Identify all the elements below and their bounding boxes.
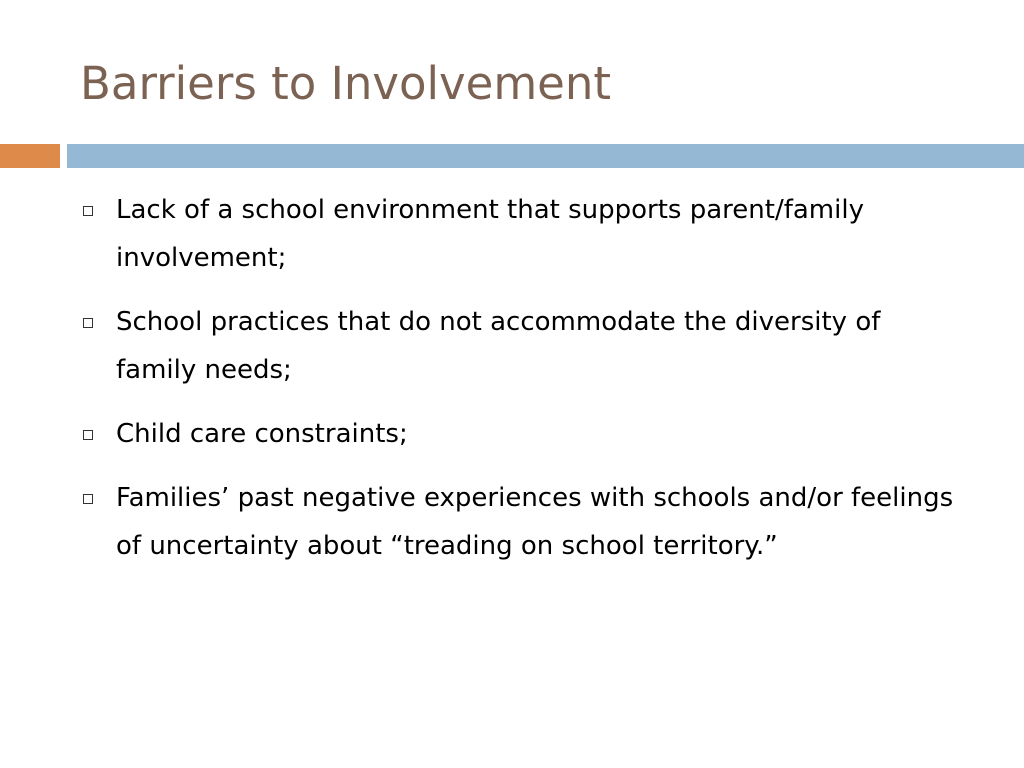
bullet-list bbox=[80, 186, 960, 586]
bullet-item bbox=[80, 474, 960, 570]
square-bullet-icon bbox=[83, 206, 93, 216]
square-bullet-icon bbox=[83, 494, 93, 504]
accent-bar bbox=[0, 144, 60, 168]
square-bullet-icon bbox=[83, 318, 93, 328]
bullet-item bbox=[80, 410, 960, 458]
square-bullet-icon bbox=[83, 430, 93, 440]
bullet-text: Lack of a school environment that supports parent/family involvement; bbox=[116, 195, 864, 273]
bullet-text: Child care constraints; bbox=[116, 419, 408, 449]
bullet-text: School practices that do not accommodate the diversity of family needs; bbox=[116, 307, 881, 385]
bullet-text: Families’ past negative experiences with schools and/or feelings of uncertainty about “treading on school territory.” bbox=[116, 483, 954, 561]
bullet-item bbox=[80, 298, 960, 394]
title-divider-bar bbox=[67, 144, 1024, 168]
bullet-item bbox=[80, 186, 960, 282]
slide-title: Barriers to Involvement bbox=[80, 57, 612, 110]
